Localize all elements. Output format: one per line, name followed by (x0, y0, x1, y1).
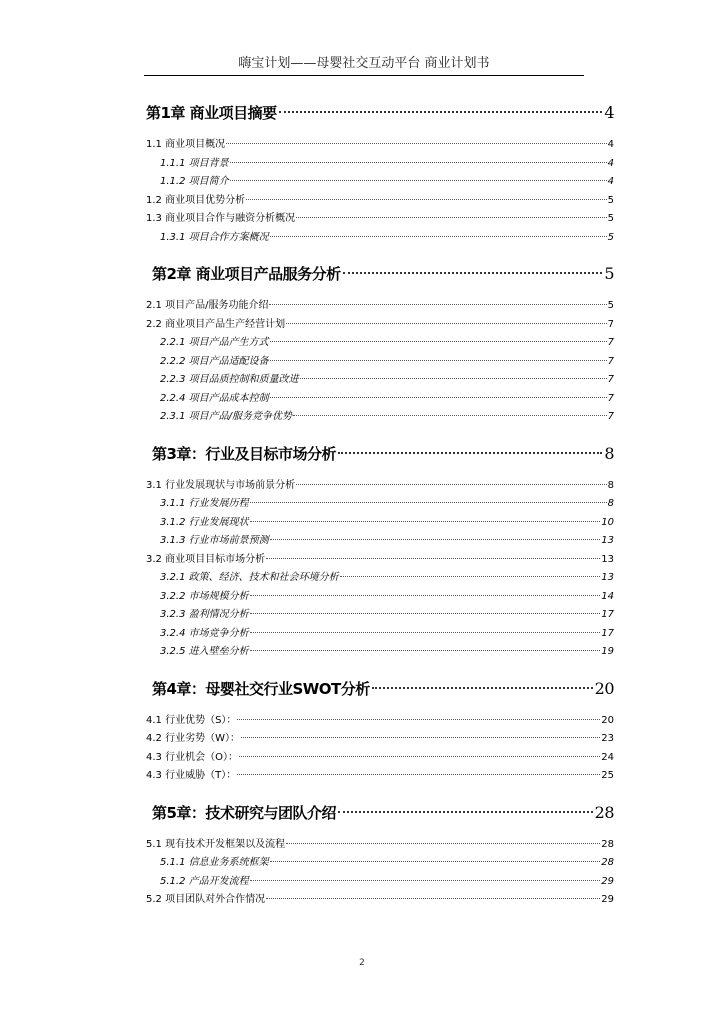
toc-entry-label: 2.2.4 项目产品成本控制 (160, 392, 269, 404)
toc-entry-label: 第3章：行业及目标市场分析 (152, 444, 336, 463)
toc-leader-dots (270, 387, 607, 398)
toc-leader-dots (250, 870, 601, 881)
toc-leader-dots (286, 833, 600, 844)
toc-leader-dots (250, 622, 601, 633)
toc-entry-label: 3.2 商业项目目标市场分析 (146, 553, 266, 565)
toc-leader-dots (237, 764, 600, 775)
toc-entry-page: 29 (601, 875, 614, 887)
toc-entry-page: 7 (607, 374, 614, 385)
toc-leader-dots (286, 313, 607, 324)
toc-entry-label: 3.2.4 市场竞争分析 (160, 627, 249, 639)
toc-entry-label: 5.1 现有技术开发框架以及流程 (146, 838, 286, 850)
toc-subsection-entry[interactable] (146, 408, 614, 427)
toc-leader-dots (296, 474, 607, 485)
toc-entry-label: 4.1 行业优势（S）： (146, 714, 237, 726)
toc-entry-page: 8 (607, 498, 614, 509)
toc-leader-dots (296, 207, 607, 218)
toc-chapter-entry[interactable] (146, 435, 614, 473)
toc-entry-page: 19 (601, 646, 614, 657)
toc-entry-page: 14 (601, 590, 614, 602)
toc-entry-page: 4 (607, 176, 614, 187)
toc-leader-dots (230, 152, 607, 163)
toc-entry-label: 2.2.2 项目产品适配设备 (160, 355, 269, 367)
toc-entry-label: 5.1.2 产品开发流程 (160, 875, 249, 887)
toc-entry-page: 17 (601, 627, 614, 639)
toc-entry-label: 1.2 商业项目优势分析 (146, 194, 246, 206)
toc-entry-label: 2.2.1 项目产品产生方式 (160, 337, 269, 348)
toc-leader-dots (239, 746, 600, 757)
toc-entry-label: 5.1.1 信息业务系统框架 (160, 857, 269, 868)
toc-entry-page: 7 (607, 411, 614, 422)
toc-entry-page: 28 (594, 802, 614, 822)
toc-entry-label: 3.1.2 行业发展现状 (160, 516, 249, 528)
toc-leader-dots (266, 548, 600, 559)
toc-entry-page: 4 (607, 139, 614, 150)
toc-entry-page: 17 (601, 609, 614, 620)
toc-leader-dots (266, 888, 600, 899)
toc-entry-label: 3.1.1 行业发展历程 (160, 498, 249, 509)
toc-entry-page: 4 (604, 103, 614, 122)
toc-leader-dots (270, 851, 601, 862)
toc-entry-page: 24 (601, 751, 614, 763)
toc-leader-dots (250, 603, 601, 614)
toc-leader-dots (372, 673, 593, 689)
toc-entry-page: 5 (607, 300, 614, 311)
toc-entry-label: 4.2 行业劣势（W）： (146, 733, 240, 744)
toc-chapter-entry[interactable] (146, 794, 614, 832)
toc-entry-label: 3.1 行业发展现状与市场前景分析 (146, 479, 296, 491)
toc-entry-page: 7 (607, 337, 614, 348)
toc-entry-page: 29 (601, 894, 614, 905)
toc-entry-label: 2.2 商业项目产品生产经营计划 (146, 318, 286, 330)
toc-entry-label: 1.1 商业项目概况 (146, 139, 226, 150)
page-number: 2 (359, 958, 365, 968)
toc-entry-label: 3.1.3 行业市场前景预测 (160, 535, 269, 546)
toc-subsection-entry[interactable] (146, 643, 614, 662)
toc-entry-page: 5 (604, 264, 614, 283)
toc-section-entry[interactable] (146, 767, 614, 786)
toc-entry-page: 20 (601, 714, 614, 726)
toc-entry-page: 23 (601, 733, 614, 744)
toc-entry-page: 5 (607, 231, 614, 243)
toc-leader-dots (270, 226, 607, 237)
toc-entry-label: 第5章：技术研究与团队介绍 (152, 803, 336, 822)
toc-entry-label: 3.2.2 市场规模分析 (160, 590, 249, 602)
toc-entry-page: 4 (607, 157, 614, 169)
toc-entry-page: 28 (601, 857, 614, 868)
toc-entry-page: 8 (604, 443, 614, 463)
toc-entry-label: 1.3.1 项目合作方案概况 (160, 231, 269, 243)
toc-entry-page: 5 (607, 213, 614, 224)
toc-entry-page: 7 (607, 392, 614, 404)
toc-entry-label: 1.1.2 项目简介 (160, 176, 229, 187)
toc-leader-dots (340, 566, 601, 577)
toc-entry-label: 1.3 商业项目合作与融资分析概况 (146, 213, 296, 224)
toc-entry-page: 13 (601, 553, 614, 565)
toc-entry-page: 10 (601, 516, 614, 528)
toc-entry-label: 3.2.3 盈利情况分析 (160, 609, 249, 620)
toc-section-entry[interactable] (146, 891, 614, 910)
toc-entry-label: 第4章：母婴社交行业SWOT分析 (152, 679, 370, 698)
toc-entry-page: 7 (607, 355, 614, 367)
toc-entry-label: 2.2.3 项目品质控制和质量改进 (160, 374, 299, 385)
table-of-contents (146, 94, 614, 910)
toc-entry-label: 5.2 项目团队对外合作情况 (146, 894, 266, 905)
toc-leader-dots (250, 492, 607, 503)
toc-leader-dots (269, 294, 606, 305)
toc-leader-dots (246, 189, 607, 200)
toc-entry-page: 8 (607, 479, 614, 491)
toc-entry-page: 28 (601, 838, 614, 850)
toc-leader-dots (241, 727, 600, 738)
toc-entry-label: 2.3.1 项目产品/服务竞争优势 (160, 411, 292, 422)
toc-entry-label: 3.2.1 政策、经济、技术和社会环境分析 (160, 572, 339, 583)
toc-entry-label: 2.1 项目产品/服务功能介绍 (146, 300, 269, 311)
toc-entry-page: 7 (607, 318, 614, 330)
toc-entry-page: 5 (607, 194, 614, 206)
toc-leader-dots (230, 170, 607, 181)
toc-leader-dots (226, 133, 607, 144)
toc-chapter-entry[interactable] (146, 670, 614, 708)
toc-leader-dots (250, 640, 601, 651)
toc-leader-dots (300, 368, 607, 379)
toc-entry-label: 4.3 行业机会（O）： (146, 751, 238, 763)
toc-entry-page: 13 (601, 535, 614, 546)
toc-leader-dots (250, 511, 601, 522)
toc-entry-label: 4.3 行业威胁（T）： (146, 770, 237, 781)
toc-entry-page: 20 (594, 678, 614, 698)
page-header: 嗨宝计划——母婴社交互动平台 商业计划书 (144, 52, 584, 76)
toc-leader-dots (279, 97, 603, 113)
toc-leader-dots (270, 529, 601, 540)
toc-subsection-entry[interactable] (146, 229, 614, 248)
toc-entry-label: 第2章 商业项目产品服务分析 (152, 265, 341, 283)
toc-entry-label: 3.2.5 进入壁垒分析 (160, 646, 249, 657)
toc-entry-page: 25 (601, 770, 614, 781)
toc-leader-dots (343, 258, 603, 274)
toc-leader-dots (250, 585, 601, 596)
toc-leader-dots (270, 350, 607, 361)
toc-chapter-entry[interactable] (146, 255, 614, 293)
toc-leader-dots (270, 331, 607, 342)
toc-entry-label: 1.1.1 项目背景 (160, 157, 229, 169)
toc-entry-page: 13 (601, 572, 614, 583)
toc-chapter-entry[interactable] (146, 94, 614, 132)
toc-leader-dots (338, 797, 593, 813)
toc-leader-dots (338, 438, 602, 454)
toc-leader-dots (293, 405, 607, 416)
toc-entry-label: 第1章 商业项目摘要 (146, 104, 277, 122)
toc-leader-dots (237, 709, 600, 720)
